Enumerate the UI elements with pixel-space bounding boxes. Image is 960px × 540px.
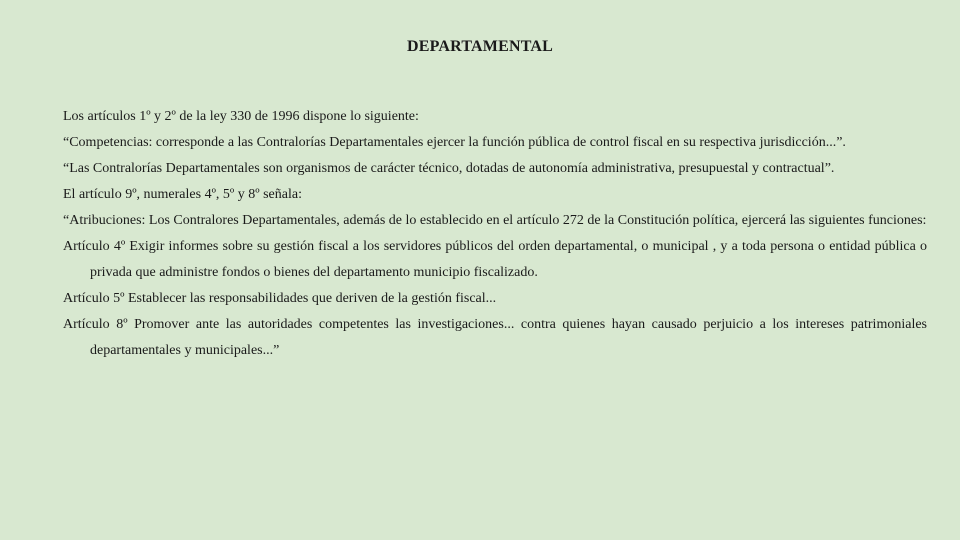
paragraph-articulo-8: Artículo 8º Promover ante las autoridades competentes las investigaciones... contra quienes hayan causado perjuicio a los intereses patrimoniales departamentales y municipales...” <box>63 317 927 358</box>
paragraph-competencias: “Competencias: corresponde a las Contralorías Departamentales ejercer la función pública de control fiscal en su respectiva jurisdicción...”. <box>63 135 846 150</box>
slide-body <box>63 104 927 364</box>
paragraph-organismos: “Las Contralorías Departamentales son organismos de carácter técnico, dotadas de autonomía administrativa, presupuestal y contractual”. <box>63 161 835 176</box>
paragraph-articulo-4: Artículo 4º Exigir informes sobre su gestión fiscal a los servidores públicos del orden departamental, o municipal , y a toda persona o entidad pública o privada que administre fondos o bienes del departamento municipio fiscalizado. <box>63 239 927 280</box>
paragraph-intro-law: Los artículos 1º y 2º de la ley 330 de 1996 dispone lo siguiente: <box>63 109 419 124</box>
slide-title: DEPARTAMENTAL <box>406 38 554 55</box>
paragraph-articulo-5: Artículo 5º Establecer las responsabilidades que deriven de la gestión fiscal... <box>63 291 497 306</box>
paragraph-articulo-9: El artículo 9º, numerales 4º, 5º y 8º señala: <box>63 187 302 202</box>
paragraph-atribuciones: “Atribuciones: Los Contralores Departamentales, además de lo establecido en el artículo 272 de la Constitución política, ejercerá las siguientes funciones: <box>63 213 927 228</box>
